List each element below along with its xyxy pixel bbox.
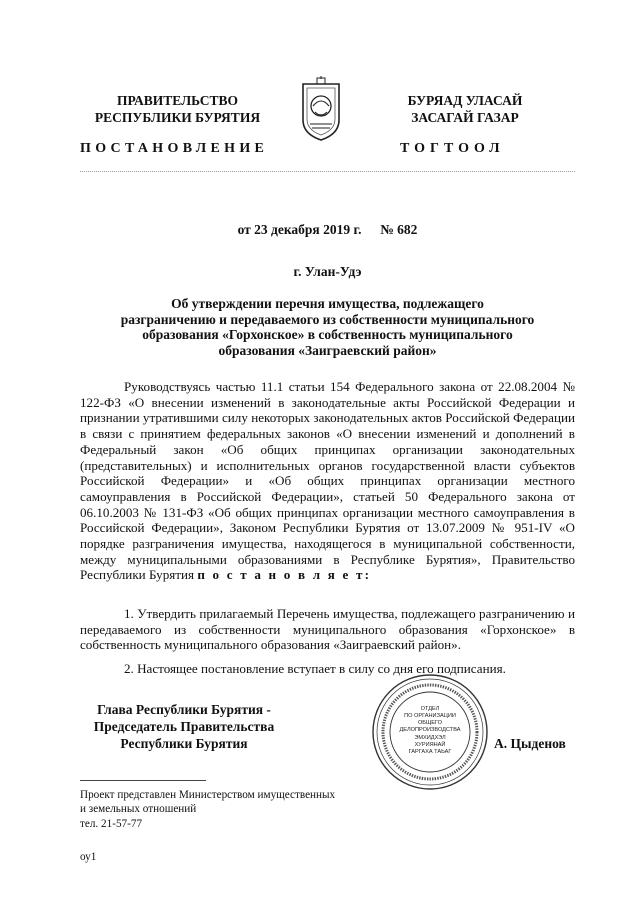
decree-type-russian: ПОСТАНОВЛЕНИЕ <box>80 141 269 156</box>
issuer-ru-line1: ПРАВИТЕЛЬСТВО <box>116 93 238 108</box>
header-divider <box>80 171 575 178</box>
decree-number: № 682 <box>380 222 418 237</box>
issuer-buryat <box>370 92 560 126</box>
signatory-name: А. Цыденов <box>494 736 566 751</box>
issuer-ru-line2: РЕСПУБЛИКИ БУРЯТИЯ <box>94 110 261 125</box>
position-line2: Председатель Правительства <box>93 719 275 734</box>
footnote <box>80 788 335 831</box>
issuer-bur-line1: БУРЯАД УЛАСАЙ <box>407 93 523 108</box>
issuer-bur-line2: ЗАСАГАЙ ГАЗАР <box>411 110 519 125</box>
footnote-line1: Проект представлен Министерством имущественных <box>80 789 336 801</box>
title-line1: Об утверждении перечня имущества, подлежащего <box>171 296 484 311</box>
seal-text-1: ОТДЕЛ <box>420 706 440 712</box>
decree-date: от 23 декабря 2019 г. <box>237 222 362 237</box>
decree-title <box>80 296 575 358</box>
official-seal-icon <box>370 672 490 792</box>
decree-date-number <box>80 222 575 238</box>
footnote-line2: и земельных отношений <box>80 803 197 816</box>
decree-city: г. Улан-Удэ <box>293 264 362 279</box>
preamble-paragraph <box>80 379 575 583</box>
title-line4: образования «Заиграевский район» <box>218 342 437 358</box>
document-code: оу1 <box>80 851 97 863</box>
seal-text-7: ГАРГАХА ТАЬАГ <box>408 749 452 755</box>
seal-text-3: ОБЩЕГО <box>417 720 443 726</box>
position-line1: Глава Республики Бурятия - <box>97 702 271 717</box>
position-line3: Республики Бурятия <box>120 736 248 751</box>
preamble-text: Руководствуясь частью 11.1 статьи 154 Федерального закона от 22.08.2004 № 122-ФЗ «О внесении изменений в законодательные акты Российской Федерации и признании утратившими силу некоторых законодательных актов Российской Федерации в связи с принятием федеральных законов «О внесении изменений и дополнений в Федеральный закон «Об общих принципах организации законодательных (представительных) и исполнительных органов государственной власти субъектов Российской Федерации» и «Об общих принципах организации местного самоуправления в Российской Федерации», статьей 50 Федерального закона от 06.10.2003 № 131-ФЗ «Об общих принципах организации местного самоуправления в Российской Федерации», Законом Республики Бурятия от 13.07.2009 № 951-IV «О порядке разграничения имущества, находящегося в муниципальной собственности, между муниципальными образованиями в Республике Бурятия», Правительство Республики Бурятия <box>80 379 575 583</box>
clause-2: 2. Настоящее постановление вступает в силу со дня его подписания. <box>124 661 506 676</box>
seal-text-6: ХУРИЯНАЙ <box>414 742 446 748</box>
footnote-divider <box>80 780 206 781</box>
decree-type-buryat: ТОГТООЛ <box>400 141 505 156</box>
signatory-position <box>80 701 288 752</box>
seal-text-4: ДЕЛОПРОИЗВОДСТВА <box>399 727 461 733</box>
seal-text-2: ПО ОРГАНИЗАЦИИ <box>404 713 456 719</box>
title-line2: разграничению и передаваемого из собственности муниципального <box>120 311 535 327</box>
title-line3: образования «Горхонское» в собственность муниципального <box>142 327 513 342</box>
resolves-phrase: п о с т а н о в л я е т: <box>197 567 372 583</box>
clause-1: 1. Утвердить прилагаемый Перечень имущества, подлежащего разграничению и передаваемого из собственности муниципального образования «Горхонское» в собственность муниципального образования «Заиграевский район». <box>80 606 575 653</box>
seal-text-5: ЭМХИДХЭЛ <box>414 735 446 741</box>
issuer-russian <box>80 92 275 126</box>
footnote-phone: тел. 21-57-77 <box>80 817 143 830</box>
coat-of-arms-icon <box>298 76 344 142</box>
